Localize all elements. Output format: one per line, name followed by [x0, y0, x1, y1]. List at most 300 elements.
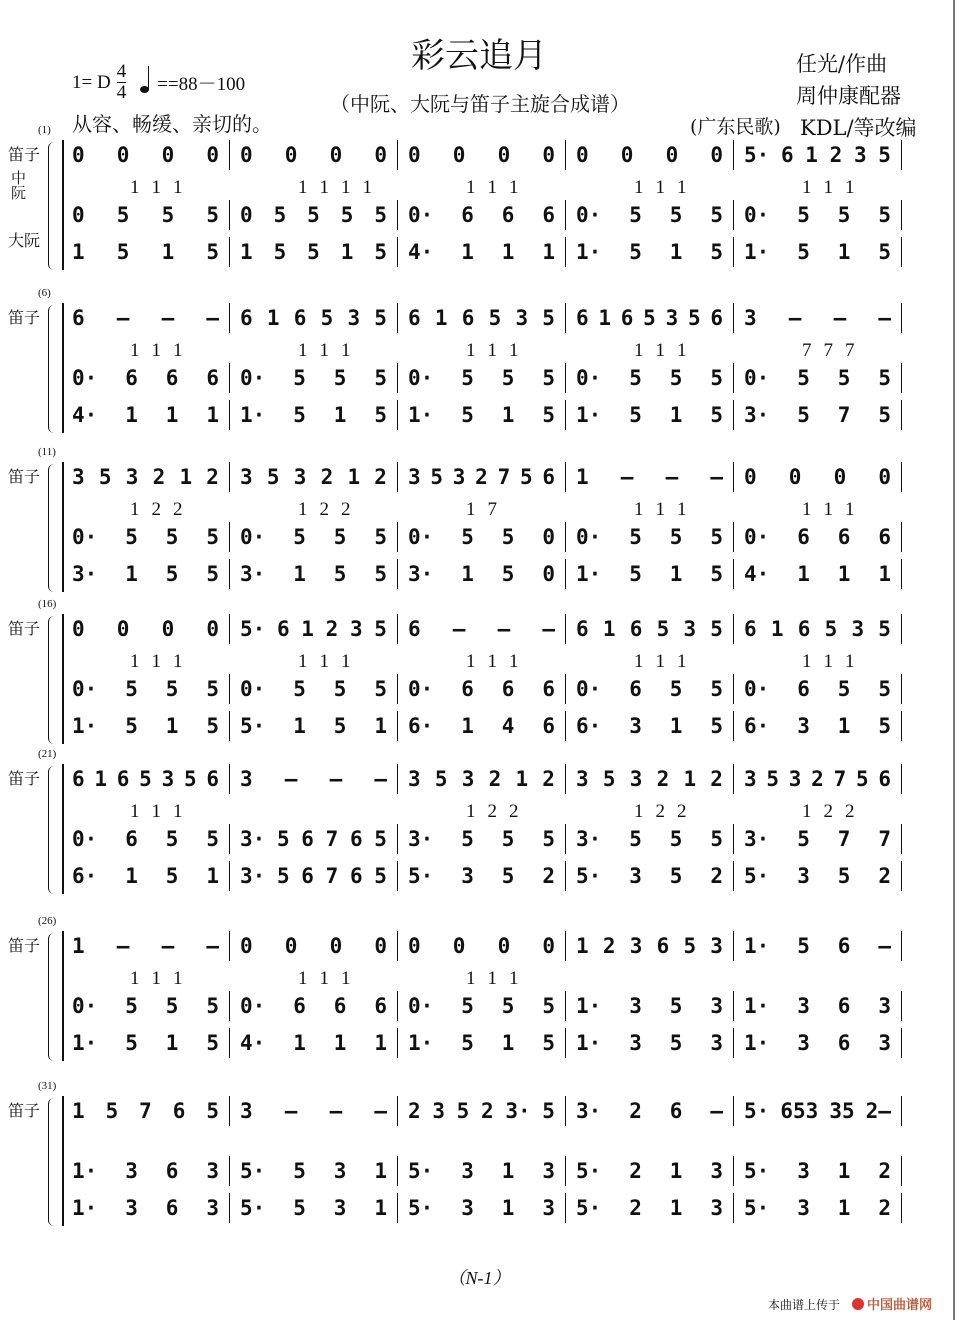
measure [734, 711, 902, 741]
system [0, 915, 958, 1066]
staff-brace [48, 142, 55, 270]
note: 5 [98, 465, 112, 489]
note: 5 [488, 306, 502, 330]
note: 5· [240, 1159, 266, 1183]
note: 1 [598, 306, 612, 330]
measure [734, 140, 902, 170]
note: – [497, 617, 511, 641]
note: 1 [298, 499, 308, 520]
note: 5 [105, 1099, 119, 1123]
note: 0 [542, 143, 555, 167]
note: 7 [837, 827, 851, 851]
note: 1 [515, 767, 529, 791]
measure [398, 522, 566, 552]
note: 5 [501, 864, 515, 888]
note: 1 [487, 340, 497, 361]
note: 1 [466, 177, 476, 198]
note: 5 [797, 203, 810, 227]
note: 2 [811, 767, 824, 791]
measure [62, 400, 230, 430]
note: 1 [655, 499, 665, 520]
note: 0 [665, 143, 679, 167]
measure [566, 1129, 734, 1159]
note: 6 [629, 617, 643, 641]
note: 0· [408, 366, 434, 390]
note: 1 [319, 651, 329, 672]
note: 1 [802, 177, 812, 198]
note: 3 [206, 1196, 219, 1220]
note: 3 [629, 1031, 642, 1055]
note: 6 [301, 864, 314, 888]
note: 3 [710, 1159, 723, 1183]
measure [566, 964, 734, 994]
staff-row-low [62, 400, 902, 430]
note: 7 [878, 827, 891, 851]
note: 2– [865, 1099, 891, 1123]
note: – [116, 934, 130, 958]
note: – [665, 465, 679, 489]
note: 3 [461, 1196, 474, 1220]
note: 1 [634, 340, 644, 361]
note: 5· [408, 1159, 434, 1183]
staff-brace [48, 1098, 55, 1226]
measure [734, 1028, 902, 1058]
measure [566, 522, 734, 552]
note: 1 [802, 801, 812, 822]
note: 0· [408, 677, 434, 701]
note: 0 [72, 143, 85, 167]
measure [230, 363, 398, 393]
note: 5 [710, 677, 723, 701]
note: 5 [710, 525, 723, 549]
note: 1 [797, 562, 810, 586]
note: 3 [710, 994, 723, 1018]
note: 2 [151, 499, 161, 520]
note: 5 [669, 864, 683, 888]
note: 7 [823, 340, 833, 361]
note: 5 [629, 827, 642, 851]
note: 1 [461, 240, 474, 264]
note: 2 [629, 1159, 642, 1183]
note: 3 [515, 306, 529, 330]
note: 1 [634, 177, 644, 198]
note: 6 [542, 203, 555, 227]
note: 5 [710, 403, 723, 427]
note: 1 [434, 306, 448, 330]
note: – [284, 1099, 298, 1123]
note: 6 [125, 827, 138, 851]
instrument-label: 笛子 [8, 619, 41, 638]
note: 5 [340, 203, 354, 227]
measure [230, 559, 398, 589]
page-edge [953, 0, 955, 1320]
note: 2 [341, 499, 351, 520]
note: 3 [797, 1196, 810, 1220]
note: 5 [307, 240, 320, 264]
note: 0 [452, 143, 466, 167]
note: 5 [165, 827, 179, 851]
note: 5 [710, 617, 723, 641]
note: 3 [629, 864, 642, 888]
note: 3 [542, 1196, 555, 1220]
note: 3· [240, 864, 266, 888]
note: 1 [837, 1196, 851, 1220]
note: 1 [634, 801, 644, 822]
note: 1 [293, 714, 306, 738]
note: 0 [452, 934, 466, 958]
note: 1 [151, 177, 161, 198]
note: 5 [206, 240, 219, 264]
note: 7 [497, 465, 511, 489]
note: 2 [629, 1196, 642, 1220]
note: – [710, 1099, 723, 1123]
note: 7 [837, 403, 851, 427]
staff-row-mid [62, 674, 902, 704]
note: 0 [744, 465, 757, 489]
note: 5 [293, 677, 306, 701]
measure [734, 674, 902, 704]
note: 6 [301, 827, 314, 851]
note: 5 [656, 617, 670, 641]
note: 1· [744, 240, 770, 264]
note: 1· [408, 403, 434, 427]
measure [734, 1156, 902, 1186]
note: 2 [677, 801, 687, 822]
note: 5 [683, 934, 697, 958]
note: 2 [325, 617, 339, 641]
measure [62, 303, 230, 333]
note: 1 [341, 968, 351, 989]
note: 2 [655, 801, 665, 822]
note: 1 [501, 1031, 515, 1055]
note: 1 [266, 306, 280, 330]
note: 0· [576, 525, 602, 549]
note: 1 [293, 562, 306, 586]
measure [398, 559, 566, 589]
measure [734, 462, 902, 492]
note: 1 [130, 499, 140, 520]
measure-number: (31) [38, 1080, 57, 1092]
note: 3 [461, 1159, 474, 1183]
note: 1 [130, 177, 140, 198]
note: 0 [542, 525, 555, 549]
measure [230, 991, 398, 1021]
note: 5 [125, 994, 138, 1018]
note: 0 [329, 143, 343, 167]
note: 2 [320, 465, 334, 489]
note: 0· [72, 366, 98, 390]
site-logo[interactable] [852, 1294, 932, 1313]
note: 0 [240, 934, 253, 958]
note: 5 [629, 203, 642, 227]
note: 1 [151, 340, 161, 361]
note: 3· [408, 562, 434, 586]
upload-notice: 本曲谱上传于 [768, 1298, 841, 1312]
note: 1 [683, 767, 697, 791]
note: 5 [206, 1099, 219, 1123]
measure [62, 336, 230, 366]
note: 1 [130, 651, 140, 672]
note: 5 [629, 562, 642, 586]
note: 1 [298, 651, 308, 672]
note: 1 [823, 499, 833, 520]
measure [398, 462, 566, 492]
composer: 任光/作曲 [796, 52, 888, 76]
note: 2 [629, 1099, 642, 1123]
key-signature [72, 62, 245, 103]
note: 2 [602, 934, 616, 958]
measure [62, 824, 230, 854]
measure [398, 674, 566, 704]
measure [734, 1096, 902, 1126]
note: 0 [542, 562, 555, 586]
note: 6 [349, 864, 363, 888]
note: 1 [161, 240, 175, 264]
measure [566, 861, 734, 891]
note: 6 [878, 767, 891, 791]
note: 5 [501, 525, 515, 549]
measure [62, 462, 230, 492]
note: 3· [240, 827, 266, 851]
note: 3 [432, 1099, 445, 1123]
note: 6 [116, 767, 130, 791]
time-signature [117, 62, 127, 103]
measure [566, 1156, 734, 1186]
note: 1 [165, 403, 179, 427]
note: 1 [501, 240, 515, 264]
measure [398, 964, 566, 994]
staff-row-top [62, 462, 902, 492]
note: 1 [487, 177, 497, 198]
note: 5 [542, 306, 555, 330]
measure [566, 991, 734, 1021]
note: 6 [780, 143, 794, 167]
note: 3 [744, 306, 757, 330]
note: 5 [519, 465, 533, 489]
note: 1 [298, 340, 308, 361]
note: – [878, 306, 891, 330]
note: 1 [845, 499, 855, 520]
note: 0 [206, 617, 219, 641]
time-bottom: 4 [116, 82, 127, 103]
measure [566, 495, 734, 525]
measure [230, 495, 398, 525]
note: 1 [94, 767, 108, 791]
staff-row-top [62, 140, 902, 170]
note: 0 [206, 143, 219, 167]
note: – [710, 465, 723, 489]
note: 5 [430, 465, 444, 489]
note: 1· [576, 403, 602, 427]
note: 5 [333, 677, 347, 701]
note: 1 [125, 864, 138, 888]
note: 5 [273, 240, 287, 264]
note: 1 [374, 714, 387, 738]
note: 5 [501, 366, 515, 390]
note: 4· [744, 562, 770, 586]
note: 1 [509, 340, 519, 361]
measure [398, 991, 566, 1021]
note: 6 [669, 1099, 683, 1123]
note: 5 [374, 677, 387, 701]
note: 1 [837, 714, 851, 738]
note: 6 [629, 677, 642, 701]
note: 6· [744, 714, 770, 738]
note: 0· [744, 366, 770, 390]
note: 2 [487, 801, 497, 822]
staff-row-top [62, 303, 902, 333]
staff-row-low [62, 237, 902, 267]
staff-row-mid [62, 363, 902, 393]
note: 6 [172, 1099, 186, 1123]
note: 5 [206, 1031, 219, 1055]
logo-icon [852, 1298, 864, 1310]
note: 1· [744, 994, 770, 1018]
note: 1 [669, 562, 683, 586]
note: 3· [408, 827, 434, 851]
measure [398, 336, 566, 366]
note: 3 [240, 1099, 253, 1123]
measure [734, 495, 902, 525]
note: 5 [824, 617, 838, 641]
measure [734, 1129, 902, 1159]
note: 3 [347, 306, 361, 330]
note: 3 [408, 465, 421, 489]
harmony-row [62, 173, 902, 203]
note: 1 [165, 714, 179, 738]
note: 0 [240, 143, 253, 167]
note: 0 [116, 617, 130, 641]
note: 5 [878, 617, 891, 641]
note: 1 [655, 340, 665, 361]
note: 0 [408, 143, 421, 167]
staff-row-mid [62, 1156, 902, 1186]
note: 3 [853, 143, 867, 167]
note: 1 [466, 801, 476, 822]
note: 0 [116, 143, 130, 167]
note: 5· [744, 1099, 770, 1123]
note: 3 [629, 767, 643, 791]
note: 7 [802, 340, 812, 361]
instrument-label: 笛子 [8, 1101, 41, 1120]
note: 1 [341, 177, 351, 198]
note: 1 [845, 177, 855, 198]
measure [566, 674, 734, 704]
instrument-label: 中阮 [9, 170, 27, 200]
note: 5 [125, 525, 138, 549]
note: 5 [206, 827, 219, 851]
note: 1 [823, 177, 833, 198]
note: 6 [576, 617, 589, 641]
measure [230, 764, 398, 794]
note: 5 [602, 767, 616, 791]
note: 5 [855, 767, 869, 791]
note: 0· [408, 525, 434, 549]
note: 1 [374, 1031, 387, 1055]
measure [62, 522, 230, 552]
note: 1 [802, 651, 812, 672]
note: 6 [542, 465, 555, 489]
note: 1 [319, 177, 329, 198]
note: 5 [766, 767, 780, 791]
note: 1· [576, 1031, 602, 1055]
expression-text: 从容、畅缓、亲切的。 [72, 112, 272, 136]
measure [62, 614, 230, 644]
measure [62, 764, 230, 794]
note: 5 [629, 240, 642, 264]
note: 1 [655, 177, 665, 198]
note: 3 [333, 1196, 347, 1220]
note: 7 [139, 1099, 152, 1123]
measure [398, 1096, 566, 1126]
note: 5 [333, 366, 347, 390]
note: 5 [206, 562, 219, 586]
measure [398, 1156, 566, 1186]
measure [398, 303, 566, 333]
note: 1 [125, 403, 138, 427]
note: 5 [669, 1031, 683, 1055]
harmony-row [62, 1129, 902, 1159]
note: 5 [456, 1099, 470, 1123]
note: 1· [72, 714, 98, 738]
note: 5 [501, 827, 515, 851]
note: 5 [374, 827, 387, 851]
note: 3 [665, 306, 679, 330]
note: 5 [165, 562, 179, 586]
note: – [833, 306, 847, 330]
note: 6 [837, 934, 851, 958]
note: 6 [797, 677, 810, 701]
note: 5 [710, 240, 723, 264]
note: 2 [206, 465, 219, 489]
note: 0· [240, 677, 266, 701]
measure [62, 200, 230, 230]
note: 2 [710, 864, 723, 888]
note: 2 [408, 1099, 421, 1123]
note: 2 [829, 143, 843, 167]
note: 1 [576, 465, 589, 489]
measure [734, 797, 902, 827]
staff-brace [48, 933, 55, 1061]
note: 5· [408, 1196, 434, 1220]
note: 5· [240, 1196, 266, 1220]
measure-number: (1) [38, 124, 51, 136]
note: 5 [206, 677, 219, 701]
measure [230, 140, 398, 170]
note: 0 [576, 143, 589, 167]
staff-row-top [62, 764, 902, 794]
note: 0 [284, 143, 298, 167]
measure [566, 336, 734, 366]
measure [230, 522, 398, 552]
note: 1 [602, 617, 616, 641]
measure [230, 931, 398, 961]
measure-number: (6) [38, 287, 51, 299]
note: 1 [509, 177, 519, 198]
note: 4· [408, 240, 434, 264]
note: 6 [374, 994, 387, 1018]
note: 7 [845, 340, 855, 361]
note: 5 [461, 366, 474, 390]
note: 1 [374, 1196, 387, 1220]
note: 3· [744, 403, 770, 427]
note: 5 [125, 1031, 138, 1055]
note: 1 [151, 801, 161, 822]
harmony-row [62, 964, 902, 994]
note: 5 [687, 306, 701, 330]
note: 5 [461, 994, 474, 1018]
note: 2 [480, 1099, 494, 1123]
